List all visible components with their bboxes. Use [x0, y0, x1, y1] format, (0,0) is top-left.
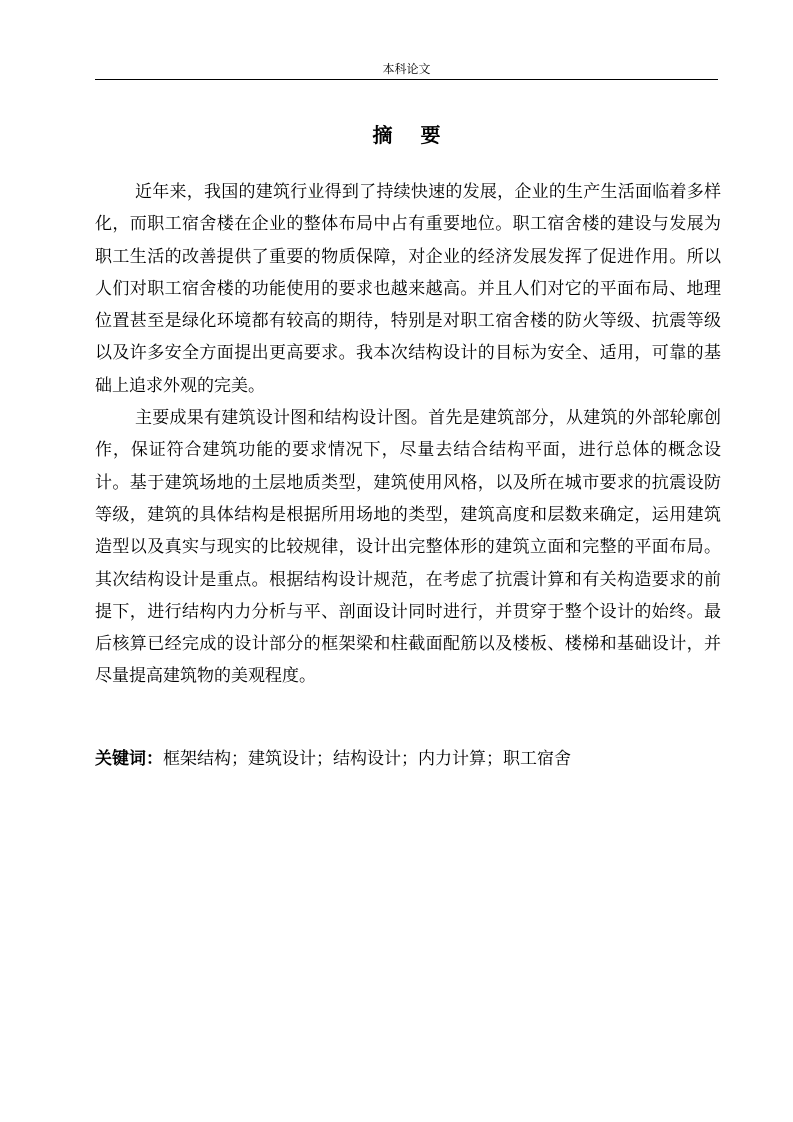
abstract-body: [95, 176, 721, 693]
keywords-text: 框架结构；建筑设计；结构设计；内力计算；职工宿舍: [163, 749, 571, 769]
abstract-paragraph: 主要成果有建筑设计图和结构设计图。首先是建筑部分，从建筑的外部轮廓创作，保证符合建筑功能的要求情况下，尽量去结合结构平面，进行总体的概念设计。基于建筑场地的土层地质类型，建筑使用风格，以及所在城市要求的抗震设防等级，建筑的具体结构是根据所用场地的类型，建筑高度和层数来确定，运用建筑造型以及真实与现实的比较规律，设计出完整体形的建筑立面和完整的平面布局。其次结构设计是重点。根据结构设计规范，在考虑了抗震计算和有关构造要求的前提下，进行结构内力分析与平、剖面设计同时进行，并贯穿于整个设计的始终。最后核算已经完成的设计部分的框架梁和柱截面配筋以及楼板、楼梯和基础设计，并尽量提高建筑物的美观程度。: [95, 408, 721, 687]
abstract-title: 摘要: [372, 123, 469, 147]
keywords-line: [95, 745, 718, 773]
header-rule: [95, 79, 718, 80]
running-header: 本科论文: [382, 62, 431, 76]
abstract-paragraph: 近年来，我国的建筑行业得到了持续快速的发展，企业的生产生活面临着多样化，而职工宿舍楼在企业的整体布局中占有重要地位。职工宿舍楼的建设与发展为职工生活的改善提供了重要的物质保障，对企业的经济发展发挥了促进作用。所以人们对职工宿舍楼的功能使用的要求也越来越高。并且人们对它的平面布局、地理位置甚至是绿化环境都有较高的期待，特别是对职工宿舍楼的防火等级、抗震等级以及许多安全方面提出更高要求。我本次结构设计的目标为安全、适用，可靠的基础上追求外观的完美。: [95, 182, 721, 396]
keywords-label: 关键词：: [95, 749, 163, 769]
